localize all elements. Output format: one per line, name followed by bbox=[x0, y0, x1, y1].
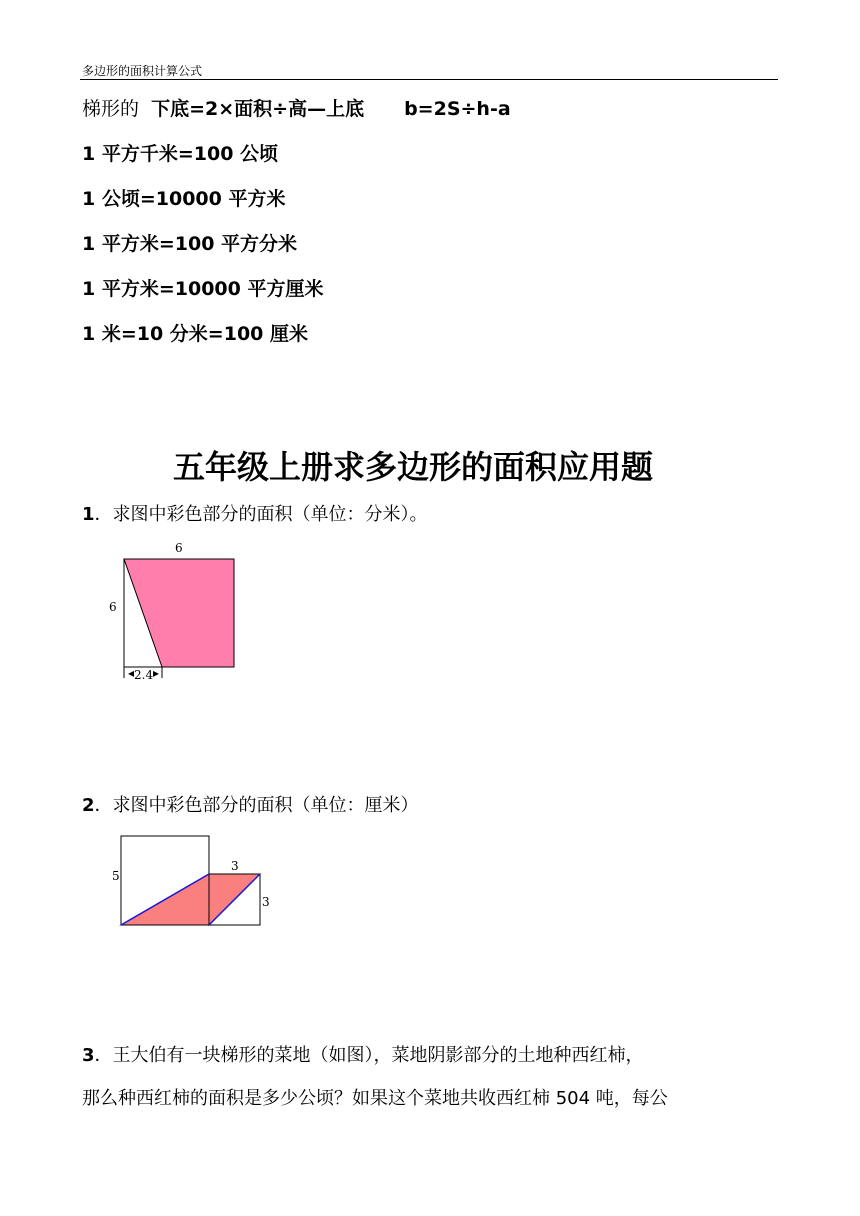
header-divider bbox=[80, 79, 778, 80]
question-text: ．王大伯有一块梯形的菜地（如图），菜地阴影部分的土地种西红柿， bbox=[94, 1045, 644, 1066]
question-2 bbox=[82, 791, 419, 817]
formula-body: 下底=2×面积÷高—上底 bbox=[151, 98, 365, 120]
figure-1 bbox=[100, 536, 250, 686]
figure2-top-label: 3 bbox=[231, 859, 239, 873]
question-number: 1 bbox=[82, 504, 95, 525]
figure2-left-label: 5 bbox=[112, 869, 120, 883]
formula-prefix: 梯形的 bbox=[82, 98, 152, 120]
question-text: ．求图中彩色部分的面积（单位：分米）。 bbox=[94, 504, 428, 525]
figure1-left-label: 6 bbox=[109, 600, 117, 614]
page-title: 五年级上册求多边形的面积应用题 bbox=[172, 448, 653, 486]
question-number: 2 bbox=[82, 795, 95, 816]
formula-m2-dm2: 1 平方米=100 平方分米 bbox=[82, 233, 298, 255]
question-3 bbox=[82, 1041, 644, 1067]
formula-m2-cm2: 1 平方米=10000 平方厘米 bbox=[82, 278, 324, 300]
figure-2 bbox=[106, 830, 276, 930]
figure1-bottom-label: 2.4 bbox=[134, 668, 154, 682]
figure2-right-label: 3 bbox=[262, 895, 270, 909]
question-text: ．求图中彩色部分的面积（单位：厘米） bbox=[94, 795, 419, 816]
question-number: 3 bbox=[82, 1045, 95, 1066]
formula-km2: 1 平方千米=100 公顷 bbox=[82, 143, 279, 165]
formula-extra: b=2S÷h-a bbox=[404, 98, 511, 120]
figure1-top-label: 6 bbox=[175, 541, 183, 555]
figure1-dim-arrow-right: ▸ bbox=[153, 666, 160, 680]
formula-hectare: 1 公顷=10000 平方米 bbox=[82, 188, 286, 210]
page-header: 多边形的面积计算公式 bbox=[82, 64, 203, 78]
formula-trapezoid bbox=[82, 94, 511, 121]
formula-m-dm-cm: 1 米=10 分米=100 厘米 bbox=[82, 323, 309, 345]
question-1 bbox=[82, 500, 428, 526]
figure1-dim-arrow-left: ◂ bbox=[128, 666, 135, 680]
question-3-line2: 那么种西红柿的面积是多少公顷？如果这个菜地共收西红柿 504 吨，每公 bbox=[82, 1088, 668, 1109]
